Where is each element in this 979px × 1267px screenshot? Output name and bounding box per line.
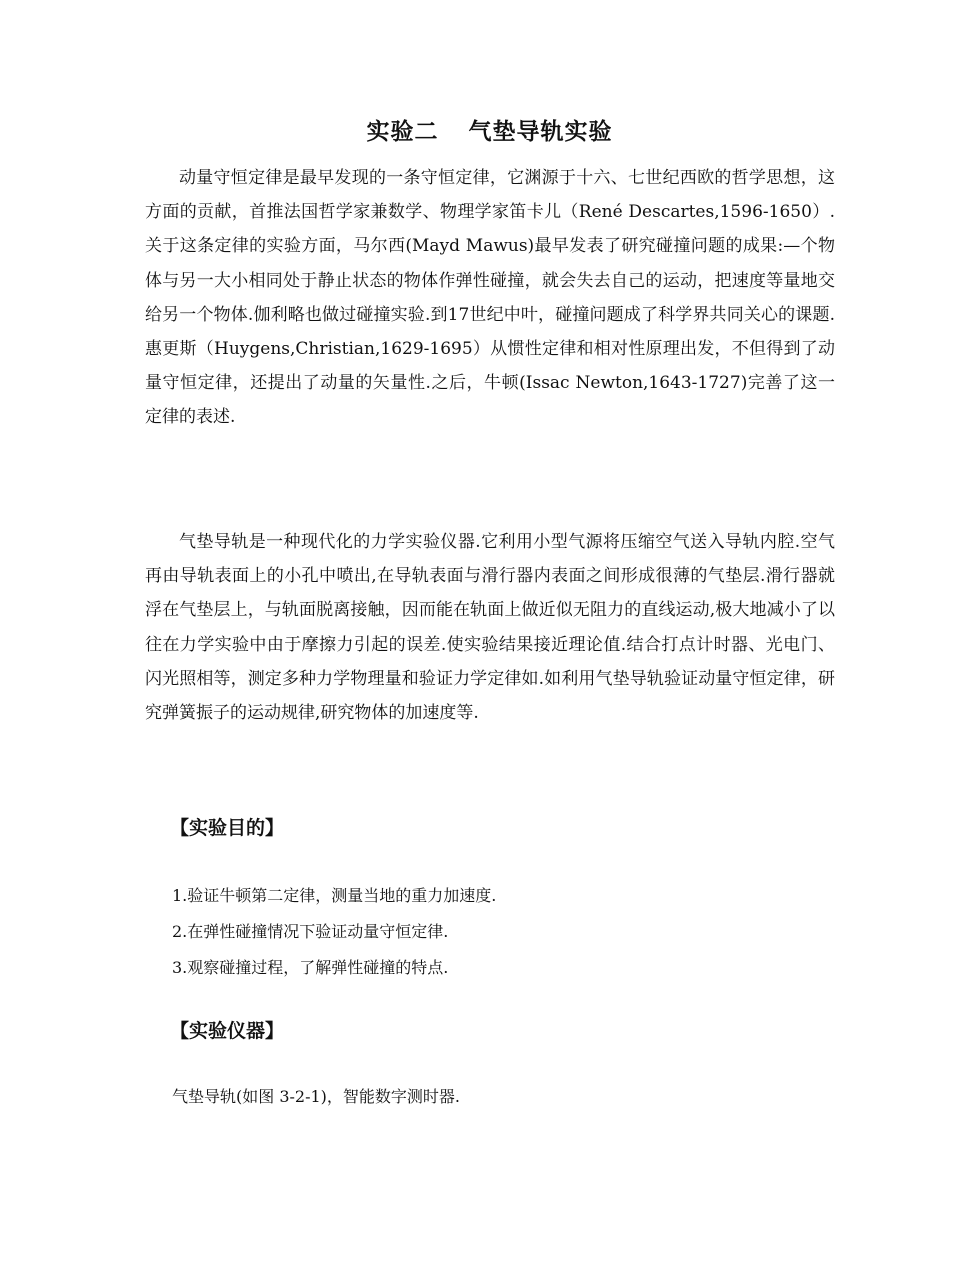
title-experiment-number: 实验二 <box>366 119 439 145</box>
title-experiment-name: 气垫导轨实验 <box>468 119 613 145</box>
intro-paragraph-air-track: 气垫导轨是一种现代化的力学实验仪器.它利用小型气源将压缩空气送入导轨内腔.空气再由导轨表面上的小孔中喷出,在导轨表面与滑行器内表面之间形成很薄的气垫层.滑行器就浮在气垫层上，与轨面脱离接触，因而能在轨面上做近似无阻力的直线运动,极大地减小了以往在力学实验中由于摩擦力引起的误差.使实验结果接近理论值.结合打点计时器、光电门、闪光照相等，测定多种力学物理量和验证力学定律如.如利用气垫导轨验证动量守恒定律，研究弹簧振子的运动规律,研究物体的加速度等. <box>145 532 835 724</box>
page-title <box>0 114 979 150</box>
section-heading-purpose: 【实验目的】 <box>170 817 285 839</box>
purpose-item: 2.在弹性碰撞情况下验证动量守恒定律. <box>172 922 449 941</box>
section-heading-equipment: 【实验仪器】 <box>170 1020 285 1042</box>
equipment-text: 气垫导轨(如图 3-2-1)，智能数字测时器. <box>172 1087 461 1106</box>
purpose-item: 3.观察碰撞过程，了解弹性碰撞的特点. <box>172 958 449 977</box>
intro-paragraph-history: 动量守恒定律是最早发现的一条守恒定律，它渊源于十六、七世纪西欧的哲学思想，这方面的贡献，首推法国哲学家兼数学、物理学家笛卡儿（René Descartes,1596-1650）.关于这条定律的实验方面，马尔西(Mayd Mawus)最早发表了研究碰撞问题的成果:—个物体与另一大小相同处于静止状态的物体作弹性碰撞，就会失去自己的运动，把速度等量地交给另一个物体.伽利略也做过碰撞实验.到17世纪中叶，碰撞问题成了科学界共同关心的课题.惠更斯（Huygens,Christian,1629-1695）从惯性定律和相对性原理出发，不但得到了动量守恒定律，还提出了动量的矢量性.之后，牛顿(Issac Newton,1643-1727)完善了这一定律的表述. <box>145 168 835 428</box>
purpose-list <box>172 878 496 986</box>
purpose-item: 1.验证牛顿第二定律，测量当地的重力加速度. <box>172 886 497 905</box>
